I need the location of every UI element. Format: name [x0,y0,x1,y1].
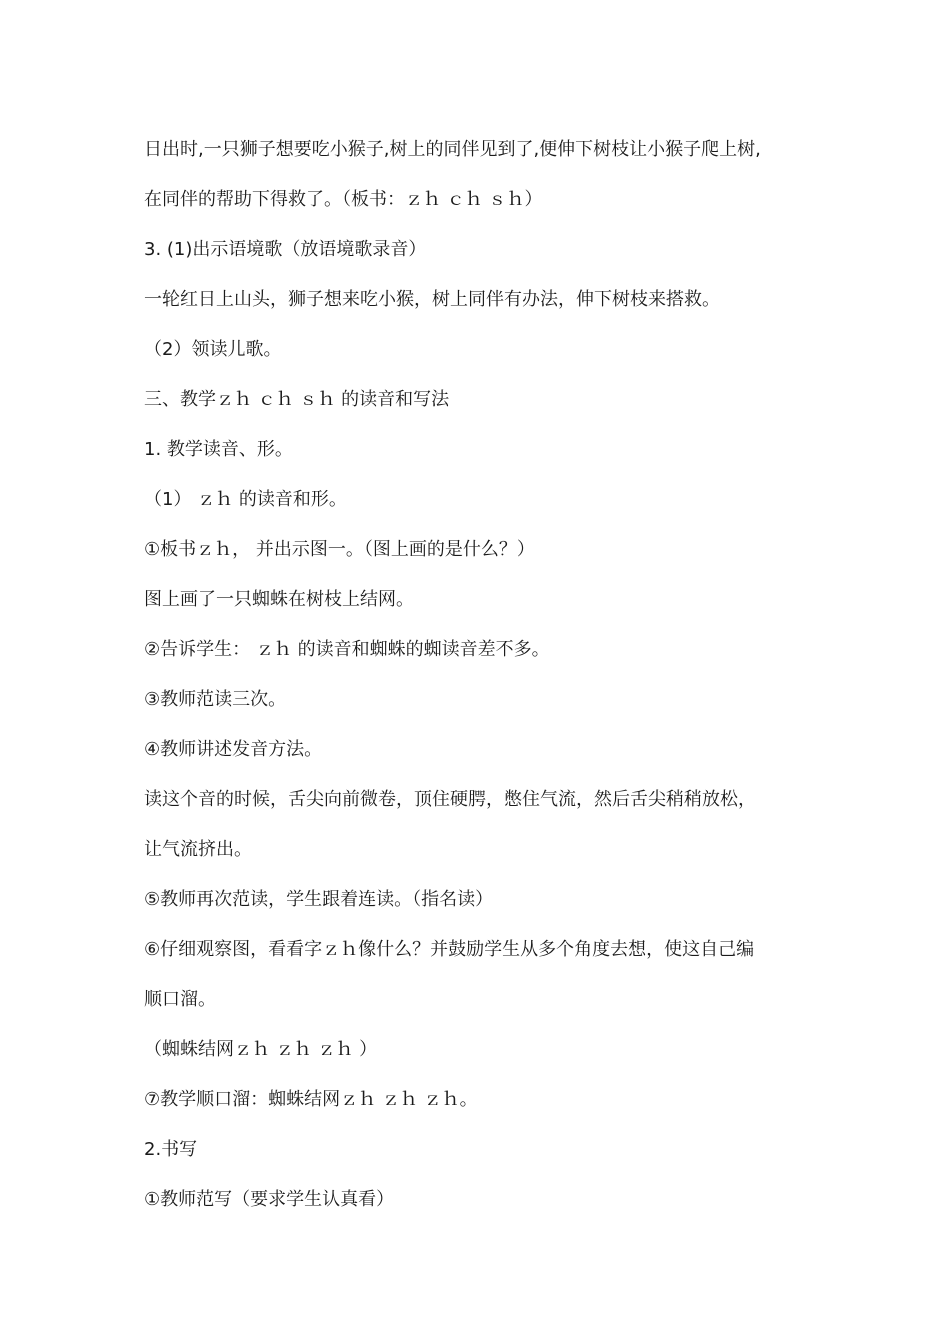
paragraph-line: 一轮红日上山头，狮子想来吃小猴，树上同伴有办法，伸下树枝来搭救。 [144,289,720,310]
paragraph-line: ⑥仔细观察图，看看字ｚｈ像什么？并鼓励学生从多个角度去想，使这自己编 [144,939,755,960]
paragraph-line: 日出时,一只狮子想要吃小猴子,树上的同伴见到了,便伸下树枝让小猴子爬上树, [144,139,761,160]
subsection-heading: 1. 教学读音、形。 [144,439,293,460]
paragraph-line: ②告诉学生： ｚｈ 的读音和蜘蛛的蜘读音差不多。 [144,639,550,660]
paragraph-line: ⑤教师再次范读，学生跟着连读。（指名读） [144,889,494,910]
paragraph-line: 顺口溜。 [144,989,216,1010]
paragraph-line: 读这个音的时候，舌尖向前微卷，顶住硬腭，憋住气流，然后舌尖稍稍放松， [144,789,756,810]
paragraph-line: ①板书ｚｈ， 并出示图一。（图上画的是什么？） [144,539,535,560]
paragraph-line: （1） ｚｈ 的读音和形。 [144,489,347,510]
paragraph-line: 在同伴的帮助下得救了。（板书：ｚｈ ｃｈ ｓｈ） [144,189,543,210]
paragraph-line: ④教师讲述发音方法。 [144,739,323,760]
paragraph-line: 3. (1)出示语境歌（放语境歌录音） [144,239,427,260]
paragraph-line: （2）领读儿歌。 [144,339,282,360]
paragraph-line: ①教师范写（要求学生认真看） [144,1189,395,1210]
paragraph-line: ⑦教学顺口溜：蜘蛛结网ｚｈ ｚｈ ｚｈ。 [144,1089,478,1110]
paragraph-line: 让气流挤出。 [144,839,252,860]
subsection-heading: 2.书写 [144,1139,198,1160]
paragraph-line: 图上画了一只蜘蛛在树枝上结网。 [144,589,414,610]
section-heading: 三、教学ｚｈ ｃｈ ｓｈ 的读音和写法 [144,389,450,410]
paragraph-line: ③教师范读三次。 [144,689,287,710]
paragraph-line: （蜘蛛结网ｚｈ ｚｈ ｚｈ ） [144,1039,378,1060]
